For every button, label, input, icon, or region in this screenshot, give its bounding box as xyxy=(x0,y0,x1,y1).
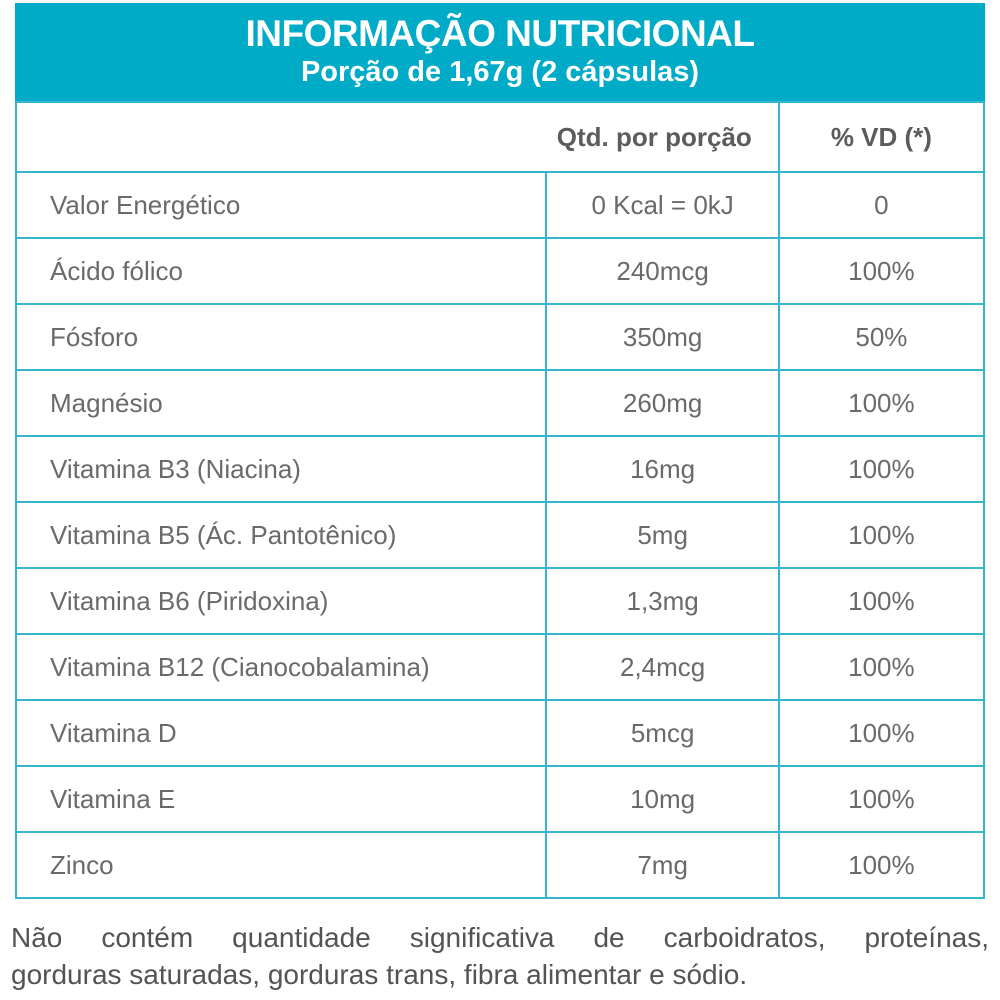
nutrient-quantity: 240mcg xyxy=(546,238,778,304)
table-row xyxy=(16,832,984,898)
table-header-row xyxy=(16,102,984,172)
serving-size-subtitle: Porção de 1,67g (2 cápsulas) xyxy=(300,55,700,88)
table-row xyxy=(16,634,984,700)
column-header-qty-per-serving: Qtd. por porção xyxy=(16,102,779,172)
nutrition-table-body xyxy=(16,172,984,898)
label-header-band xyxy=(15,3,985,101)
nutrient-quantity: 0 Kcal = 0kJ xyxy=(546,172,778,238)
nutrient-name: Zinco xyxy=(16,832,546,898)
table-row xyxy=(16,766,984,832)
nutrient-quantity: 7mg xyxy=(546,832,778,898)
nutrient-name: Vitamina B6 (Piridoxina) xyxy=(16,568,546,634)
nutrient-quantity: 16mg xyxy=(546,436,778,502)
nutrient-name: Vitamina B3 (Niacina) xyxy=(16,436,546,502)
table-row xyxy=(16,238,984,304)
nutrient-name: Valor Energético xyxy=(16,172,546,238)
nutrient-quantity: 5mg xyxy=(546,502,778,568)
column-header-percent-dv: % VD (*) xyxy=(779,102,984,172)
nutrient-name: Vitamina B5 (Ác. Pantotênico) xyxy=(16,502,546,568)
nutrient-daily-value: 100% xyxy=(779,766,984,832)
nutrient-daily-value: 100% xyxy=(779,568,984,634)
table-row xyxy=(16,304,984,370)
nutrient-name: Fósforo xyxy=(16,304,546,370)
nutrient-daily-value: 100% xyxy=(779,634,984,700)
nutrient-quantity: 2,4mcg xyxy=(546,634,778,700)
table-row xyxy=(16,172,984,238)
nutrient-name: Ácido fólico xyxy=(16,238,546,304)
table-row xyxy=(16,370,984,436)
nutrient-name: Vitamina D xyxy=(16,700,546,766)
table-row xyxy=(16,436,984,502)
nutrient-quantity: 260mg xyxy=(546,370,778,436)
nutrient-daily-value: 100% xyxy=(779,502,984,568)
table-row xyxy=(16,700,984,766)
nutrient-daily-value: 100% xyxy=(779,700,984,766)
nutrition-label xyxy=(15,3,985,899)
table-row xyxy=(16,568,984,634)
nutrient-daily-value: 100% xyxy=(779,238,984,304)
label-title: INFORMAÇÃO NUTRICIONAL xyxy=(245,13,755,55)
nutrient-quantity: 10mg xyxy=(546,766,778,832)
nutrient-quantity: 350mg xyxy=(546,304,778,370)
nutrient-quantity: 1,3mg xyxy=(546,568,778,634)
table-row xyxy=(16,502,984,568)
footnote-line-2: gorduras saturadas, gorduras trans, fibra alimentar e sódio. xyxy=(11,959,748,991)
nutrient-daily-value: 100% xyxy=(779,436,984,502)
nutrient-daily-value: 100% xyxy=(779,832,984,898)
nutrient-daily-value: 0 xyxy=(779,172,984,238)
footnote-line-1: Não contém quantidade significativa de carboidratos, proteínas, xyxy=(11,922,989,953)
nutrient-quantity: 5mcg xyxy=(546,700,778,766)
nutrition-table xyxy=(15,101,985,899)
nutrient-name: Vitamina B12 (Cianocobalamina) xyxy=(16,634,546,700)
nutrient-daily-value: 50% xyxy=(779,304,984,370)
footnote xyxy=(11,919,989,993)
nutrient-name: Vitamina E xyxy=(16,766,546,832)
nutrient-daily-value: 100% xyxy=(779,370,984,436)
nutrient-name: Magnésio xyxy=(16,370,546,436)
